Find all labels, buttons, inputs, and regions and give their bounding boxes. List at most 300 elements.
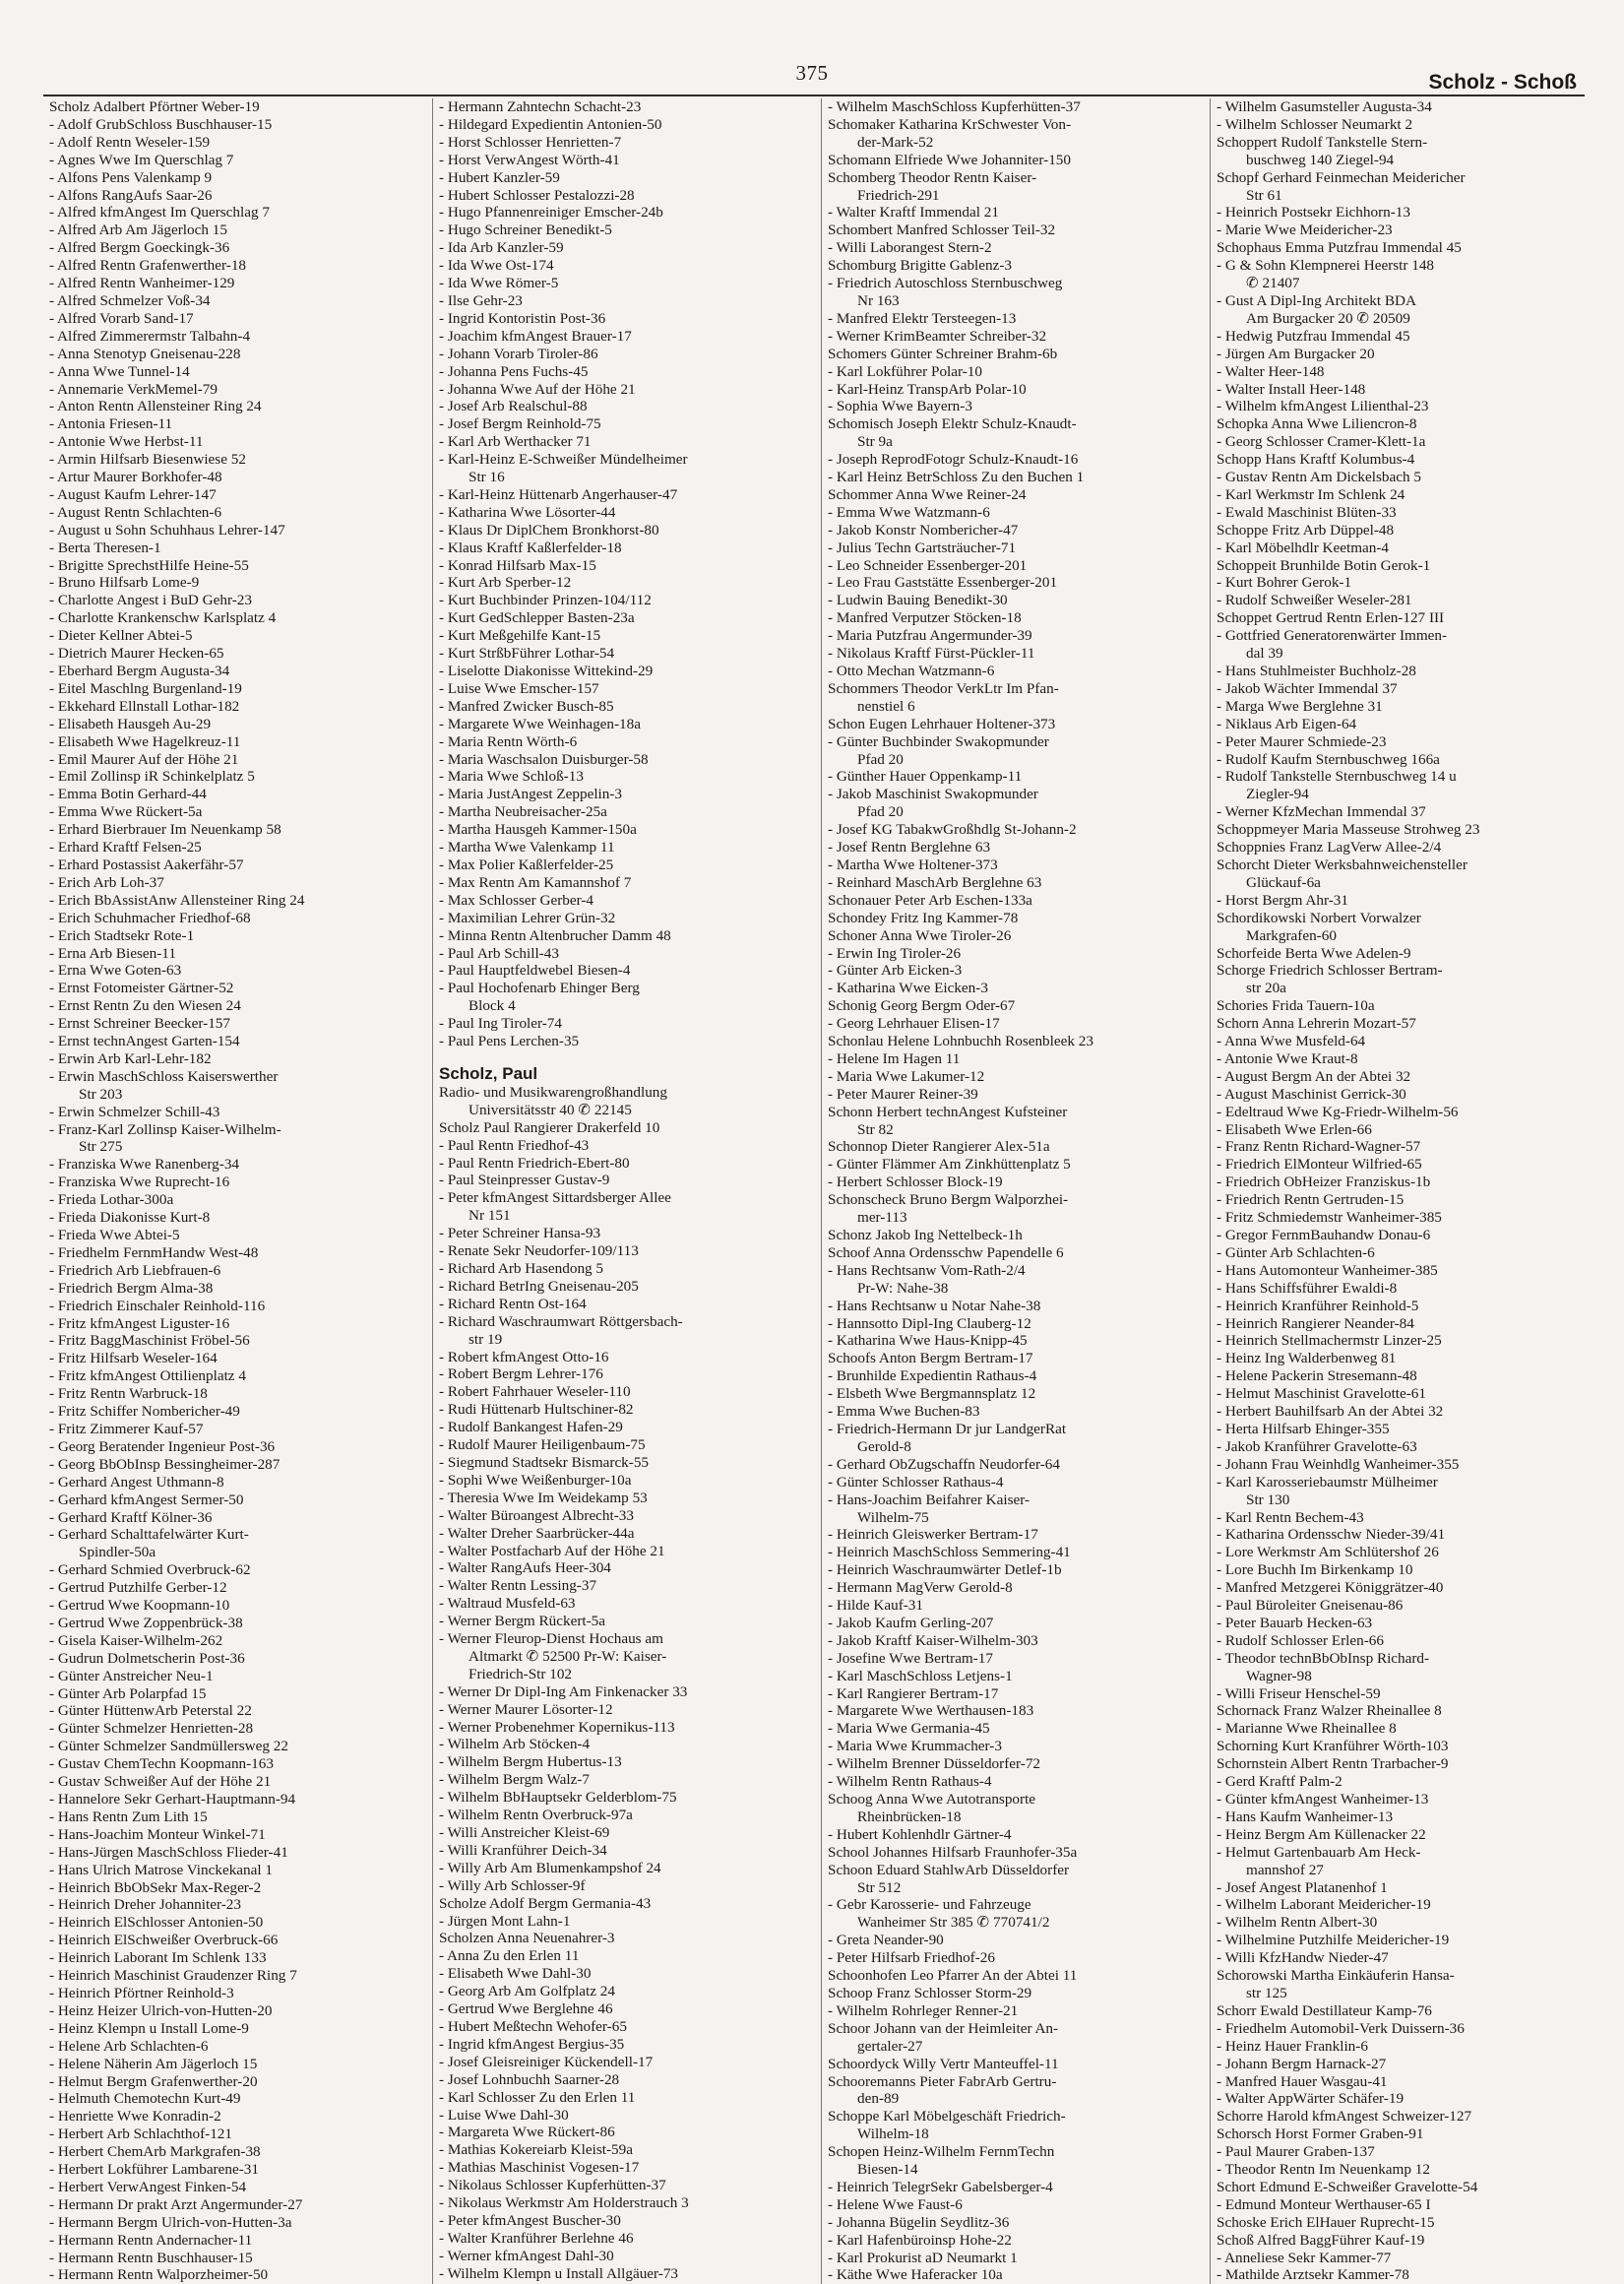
listing-entry: - Frieda Lothar-300a <box>49 1191 174 1209</box>
listing-entry: - Josef KG TabakwGroßhdlg St-Johann-2 <box>828 821 1077 839</box>
listing-entry: - Gudrun Dolmetscherin Post-36 <box>49 1649 245 1667</box>
listing-entry: - Heinrich BbObSekr Max-Reger-2 <box>49 1878 262 1896</box>
listing-entry: - Paul Büroleiter Gneisenau-86 <box>1217 1597 1404 1615</box>
listing-entry-continuation: str 19 <box>468 1330 503 1348</box>
listing-entry: - Dietrich Maurer Hecken-65 <box>49 645 224 663</box>
listing-entry: Schopka Anna Wwe Liliencron-8 <box>1217 415 1417 433</box>
column-2 <box>432 98 811 2284</box>
listing-entry: - Erich Stadtsekr Rote-1 <box>49 926 195 944</box>
listing-entry: Schoppe Fritz Arb Düppel-48 <box>1217 521 1395 539</box>
listing-entry: - Heinz Bergm Am Küllenacker 22 <box>1217 1825 1426 1843</box>
listing-entry: - Günter Arb Polarpfad 15 <box>49 1684 207 1702</box>
listing-entry: Schonlau Helene Lohnbuchh Rosenbleek 23 <box>828 1033 1093 1050</box>
listing-entry: Schoog Anna Wwe Autotransporte <box>828 1791 1036 1808</box>
listing-entry: - Walter Dreher Saarbrücker-44a <box>439 1524 635 1542</box>
listing-entry: Schondey Fritz Ing Kammer-78 <box>828 909 1019 926</box>
listing-entry: - Adolf Rentn Weseler-159 <box>49 133 211 151</box>
listing-entry: - Hannelore Sekr Gerhart-Hauptmann-94 <box>49 1791 296 1808</box>
listing-entry: - Georg Beratender Ingenieur Post-36 <box>49 1437 276 1455</box>
listing-entry: - Karl Schlosser Zu den Erlen 11 <box>439 2088 636 2106</box>
listing-entry: - Anton Rentn Allensteiner Ring 24 <box>49 398 262 415</box>
listing-entry: - Fritz Rentn Warbruck-18 <box>49 1385 208 1403</box>
listing-entry-continuation: Rheinbrücken-18 <box>857 1808 962 1825</box>
listing-entry: - Fritz Zimmerer Kauf-57 <box>49 1420 204 1437</box>
listing-entry: - Martha Hausgeh Kammer-150a <box>439 821 637 839</box>
listing-entry: - Hans-Jürgen MaschSchloss Flieder-41 <box>49 1843 288 1861</box>
listing-entry-continuation: dal 39 <box>1246 645 1283 663</box>
listing-entry: - Charlotte Krankenschw Karlsplatz 4 <box>49 609 277 627</box>
listing-entry: - Friedrich ObHeizer Franziskus-1b <box>1217 1174 1431 1191</box>
listing-entry: Scholzen Anna Neuenahrer-3 <box>439 1930 615 1947</box>
listing-entry: - Wilhelm Brenner Düsseldorfer-72 <box>828 1755 1041 1773</box>
listing-entry-continuation: Friedrich-291 <box>857 186 940 204</box>
listing-entry-continuation: Nr 163 <box>857 291 900 309</box>
listing-entry: - Antonia Friesen-11 <box>49 415 173 433</box>
listing-entry: - Hermann Rentn Walporzheimer-50 <box>49 2266 269 2284</box>
listing-entry: - Eberhard Bergm Augusta-34 <box>49 663 230 679</box>
listing-entry: - Kurt GedSchlepper Basten-23a <box>439 609 635 627</box>
listing-entry: - Karl-Heinz TranspArb Polar-10 <box>828 380 1027 398</box>
listing-entry: - Walter Postfacharb Auf der Höhe 21 <box>439 1542 665 1559</box>
listing-entry: - Friedrich Autoschloss Sternbuschweg <box>828 275 1063 292</box>
listing-entry: - Max Polier Kaßlerfelder-25 <box>439 856 614 873</box>
listing-entry: - Käthe Wwe Haferacker 10a <box>828 2266 1003 2284</box>
listing-entry: - Heinrich TelegrSekr Gabelsberger-4 <box>828 2178 1053 2195</box>
listing-entry-continuation: Str 130 <box>1246 1491 1290 1508</box>
listing-entry: - Willi Friseur Henschel-59 <box>1217 1684 1381 1702</box>
listing-entry-continuation: Block 4 <box>468 997 516 1015</box>
listing-entry: - Manfred Metzgerei Königgrätzer-40 <box>1217 1579 1444 1597</box>
listing-entry: - Paul Ing Tiroler-74 <box>439 1015 562 1033</box>
listing-entry: - Maria Putzfrau Angermunder-39 <box>828 627 1032 645</box>
listing-entry: - Theodor technBbObInsp Richard- <box>1217 1649 1430 1667</box>
page-number: 375 <box>795 61 829 85</box>
listing-entry: - Gertrud Wwe Zoppenbrück-38 <box>49 1614 243 1631</box>
listing-entry: - Wilhelm Schlosser Neumarkt 2 <box>1217 115 1413 133</box>
listing-entry: Schorcht Dieter Werksbahnweichensteller <box>1217 856 1468 873</box>
listing-entry: - Johanna Wwe Auf der Höhe 21 <box>439 380 636 398</box>
listing-entry: - Herbert Arb Schlachthof-121 <box>49 2125 232 2143</box>
listing-entry: - Paul Hauptfeldwebel Biesen-4 <box>439 962 631 980</box>
listing-entry-continuation: Str 9a <box>857 433 893 451</box>
listing-entry: Schoon Eduard StahlwArb Düsseldorfer <box>828 1861 1070 1878</box>
listing-entry: - Rudolf Maurer Heiligenbaum-75 <box>439 1436 646 1454</box>
listing-entry: Schoppnies Franz LagVerw Allee-2/4 <box>1217 839 1442 856</box>
listing-entry: - Willy Arb Am Blumenkampshof 24 <box>439 1859 661 1876</box>
listing-entry: Schoppmeyer Maria Masseuse Strohweg 23 <box>1217 821 1480 839</box>
listing-entry-continuation: Am Burgacker 20 ✆ 20509 <box>1246 309 1410 327</box>
listing-entry-continuation: Gerold-8 <box>857 1437 911 1455</box>
listing-entry: - Heinrich Kranführer Reinhold-5 <box>1217 1297 1419 1314</box>
listing-entry: - Maximilian Lehrer Grün-32 <box>439 909 616 926</box>
listing-entry: - Horst VerwAngest Wörth-41 <box>439 151 620 168</box>
listing-entry: - Erna Wwe Goten-63 <box>49 962 182 980</box>
listing-entry: - Liselotte Diakonisse Wittekind-29 <box>439 663 654 679</box>
listing-entry: Schorning Kurt Kranführer Wörth-103 <box>1217 1738 1449 1755</box>
listing-entry: - Paul Maurer Graben-137 <box>1217 2143 1375 2161</box>
listing-entry: - Georg Lehrhauer Elisen-17 <box>828 1015 1000 1033</box>
listing-entry: - Elisabeth Wwe Hagelkreuz-11 <box>49 732 241 750</box>
listing-entry: - Hilde Kauf-31 <box>828 1597 923 1615</box>
listing-entry: - Klaus Kraftf Kaßlerfelder-18 <box>439 539 622 556</box>
listing-entry: - Sophi Wwe Weißenburger-10a <box>439 1471 632 1489</box>
listing-entry: - Karl MaschSchloss Letjens-1 <box>828 1667 1013 1684</box>
listing-entry-continuation: mer-113 <box>857 1209 907 1227</box>
listing-entry: - Lore Werkmstr Am Schlütershof 26 <box>1217 1544 1439 1561</box>
listing-entry: - Wilhelm Rentn Rathaus-4 <box>828 1773 992 1791</box>
listing-entry: - Annemarie VerkMemel-79 <box>49 380 218 398</box>
listing-heading: Scholz, Paul <box>439 1063 538 1083</box>
listing-entry: - Anna Stenotyp Gneisenau-228 <box>49 345 241 362</box>
listing-entry: - Erhard Postassist Aakerfähr-57 <box>49 856 244 873</box>
listing-entry: Radio- und Musikwarengroßhandlung <box>439 1083 667 1101</box>
listing-entry: Schorsch Horst Former Graben-91 <box>1217 2125 1424 2143</box>
listing-entry: - Hubert Schlosser Pestalozzi-28 <box>439 186 635 204</box>
listing-entry: - Gust A Dipl-Ing Architekt BDA <box>1217 291 1416 309</box>
listing-entry: - Horst Bergm Ahr-31 <box>1217 891 1348 909</box>
listing-entry: - Josef Arb Realschul-88 <box>439 398 588 415</box>
listing-entry: - Gregor FernmBauhandw Donau-6 <box>1217 1227 1431 1243</box>
listing-entry: - Hannsotto Dipl-Ing Clauberg-12 <box>828 1314 1031 1332</box>
listing-entry: - Walter Heer-148 <box>1217 362 1325 380</box>
listing-entry: - Willi Kranführer Deich-34 <box>439 1841 607 1859</box>
listing-entry: Schopp Hans Kraftf Kolumbus-4 <box>1217 451 1415 469</box>
listing-entry: - Elisabeth Hausgeh Au-29 <box>49 715 212 732</box>
listing-entry: - Hans Ulrich Matrose Vinckekanal 1 <box>49 1861 273 1878</box>
listing-entry: - Wilhelm Arb Stöcken-4 <box>439 1736 591 1753</box>
listing-entry: - Helene Packerin Stresemann-48 <box>1217 1367 1417 1385</box>
listing-entry: - Hermann Zahntechn Schacht-23 <box>439 98 642 115</box>
listing-entry: Schoppe Karl Möbelgeschäft Friedrich- <box>828 2108 1066 2125</box>
listing-entry: - Rudolf Tankstelle Sternbuschweg 14 u <box>1217 768 1457 786</box>
listing-entry: - Mathias Kokereiarb Kleist-59a <box>439 2141 633 2159</box>
listing-entry: - Paul Pens Lerchen-35 <box>439 1033 580 1050</box>
listing-entry: - Jakob Kraftf Kaiser-Wilhelm-303 <box>828 1631 1038 1649</box>
listing-entry-continuation: Spindler-50a <box>79 1544 156 1561</box>
listing-entry: - Helmut Bergm Grafenwerther-20 <box>49 2072 258 2090</box>
listing-entry: - Alfred kfmAngest Im Querschlag 7 <box>49 204 270 222</box>
listing-entry: - Paul Steinpresser Gustav-9 <box>439 1172 610 1189</box>
listing-entry: - Heinz Klempn u Install Lome-9 <box>49 2019 249 2037</box>
listing-entry: - Karl Möbelhdlr Keetman-4 <box>1217 539 1390 556</box>
listing-entry: Schophaus Emma Putzfrau Immendal 45 <box>1217 239 1462 257</box>
listing-entry: - Robert Fahrhauer Weseler-110 <box>439 1383 631 1401</box>
listing-entry: Schoor Johann van der Heimleiter An- <box>828 2019 1059 2037</box>
listing-entry-continuation: nenstiel 6 <box>857 697 915 715</box>
listing-entry: - Wilhelm Rentn Overbruck-97a <box>439 1807 633 1824</box>
listing-entry: Schoppet Gertrud Rentn Erlen-127 III <box>1217 609 1445 627</box>
listing-entry: - Edmund Monteur Werthauser-65 I <box>1217 2195 1431 2213</box>
listing-entry: - Jakob Maschinist Swakopmunder <box>828 786 1038 803</box>
listing-entry: Schonauer Peter Arb Eschen-133a <box>828 891 1032 909</box>
listing-entry: - Wilhelm Klempn u Install Allgäuer-73 <box>439 2264 679 2282</box>
listing-entry: - Rudolf Schlosser Erlen-66 <box>1217 1631 1384 1649</box>
listing-entry: - Peter Hilfsarb Friedhof-26 <box>828 1949 995 1967</box>
listing-entry: Schoß Alfred BaggFührer Kauf-19 <box>1217 2231 1425 2249</box>
listing-entry: - Wilhelm Rentn Albert-30 <box>1217 1914 1378 1932</box>
listing-entry: - Emil Zollinsp iR Schinkelplatz 5 <box>49 768 255 786</box>
listing-entry: - Alfred Vorarb Sand-17 <box>49 309 194 327</box>
listing-entry-continuation: Wanheimer Str 385 ✆ 770741/2 <box>857 1914 1050 1932</box>
listing-entry: - Karl Karosseriebaumstr Mülheimer <box>1217 1473 1438 1491</box>
running-head: Scholz - Schoß <box>1428 71 1577 94</box>
listing-entry: - Bruno Hilfsarb Lome-9 <box>49 574 200 592</box>
listing-entry: - Karl Arb Werthacker 71 <box>439 433 592 451</box>
listing-entry: - Robert kfmAngest Otto-16 <box>439 1348 609 1365</box>
listing-entry: - Ida Wwe Ost-174 <box>439 257 554 275</box>
listing-entry: - Hans Stuhlmeister Buchholz-28 <box>1217 663 1416 679</box>
listing-entry: - Gerhard kfmAngest Sermer-50 <box>49 1491 244 1508</box>
listing-entry: - Luise Wwe Dahl-30 <box>439 2106 569 2124</box>
listing-entry: - G & Sohn Klempnerei Heerstr 148 <box>1217 257 1435 275</box>
listing-entry: - Willi Anstreicher Kleist-69 <box>439 1824 610 1841</box>
listing-entry: - Berta Theresen-1 <box>49 539 161 556</box>
listing-entry: - Hans Kaufm Wanheimer-13 <box>1217 1808 1394 1825</box>
listing-entry: - Hubert Kohlenhdlr Gärtner-4 <box>828 1825 1012 1843</box>
listing-entry: - Heinrich Postsekr Eichhorn-13 <box>1217 204 1410 222</box>
listing-entry-continuation: Pfad 20 <box>857 803 904 821</box>
listing-entry: Schorn Anna Lehrerin Mozart-57 <box>1217 1015 1416 1033</box>
listing-entry: - Max Schlosser Gerber-4 <box>439 891 594 909</box>
listing-entry: - Josef Lohnbuchh Saarner-28 <box>439 2070 620 2088</box>
listing-entry: Schommers Theodor VerkLtr Im Pfan- <box>828 679 1059 697</box>
listing-entry: - Helene Wwe Faust-6 <box>828 2195 963 2213</box>
listing-entry: Schopf Gerhard Feinmechan Meidericher <box>1217 168 1466 186</box>
listing-entry: - Karl Hafenbüroinsp Hohe-22 <box>828 2231 1012 2249</box>
listing-entry: - Erna Arb Biesen-11 <box>49 944 176 962</box>
listing-entry: - Richard Arb Hasendong 5 <box>439 1260 604 1277</box>
column-4 <box>1210 98 1589 2284</box>
listing-entry: - Adolf GrubSchloss Buschhauser-15 <box>49 115 273 133</box>
listing-entry: - Günter Schlosser Rathaus-4 <box>828 1473 1004 1491</box>
listing-entry: - Katharina Wwe Haus-Knipp-45 <box>828 1332 1028 1350</box>
listing-entry: - Werner Probenehmer Kopernikus-113 <box>439 1718 675 1736</box>
listing-entry: - Kurt Bohrer Gerok-1 <box>1217 574 1352 592</box>
listing-entry: - Jakob Wächter Immendal 37 <box>1217 679 1398 697</box>
listing-entry: - Wilhelmine Putzhilfe Meidericher-19 <box>1217 1932 1450 1949</box>
listing-entry: - Werner Fleurop-Dienst Hochaus am <box>439 1630 663 1648</box>
listing-entry: - Heinrich Maschinist Graudenzer Ring 7 <box>49 1967 297 1985</box>
listing-entry: - Hans Rentn Zum Lith 15 <box>49 1808 208 1825</box>
listing-entry: - August u Sohn Schuhhaus Lehrer-147 <box>49 521 285 539</box>
listing-entry: - Walter Install Heer-148 <box>1217 380 1366 398</box>
listing-entry: - Kurt StrßbFührer Lothar-54 <box>439 645 615 663</box>
listing-entry: - Peter Schreiner Hansa-93 <box>439 1225 601 1242</box>
listing-entry: - Wilhelm Gasumsteller Augusta-34 <box>1217 98 1432 115</box>
listing-entry: - Erwin Ing Tiroler-26 <box>828 944 962 962</box>
listing-entry-continuation: Pr-W: Nahe-38 <box>857 1279 949 1297</box>
listing-entry-continuation: str 20a <box>1246 980 1286 997</box>
listing-entry: - Peter Maurer Reiner-39 <box>828 1085 978 1103</box>
listing-entry: - Frieda Wwe Abtei-5 <box>49 1227 180 1243</box>
listing-entry: Schonz Jakob Ing Nettelbeck-1h <box>828 1227 1023 1243</box>
listing-entry: - Heinz Heizer Ulrich-von-Hutten-20 <box>49 2001 273 2019</box>
listing-entry: - Günther Hauer Oppenkamp-11 <box>828 768 1023 786</box>
listing-entry: - Hans Rechtsanw u Notar Nahe-38 <box>828 1297 1041 1314</box>
listing-entry: Schomburg Brigitte Gablenz-3 <box>828 257 1012 275</box>
listing-entry-continuation: Glückauf-6a <box>1246 873 1321 891</box>
listing-entry: - Ida Wwe Römer-5 <box>439 275 559 292</box>
listing-entry: - Jakob Kranführer Gravelotte-63 <box>1217 1437 1417 1455</box>
listing-entry: - Martha Wwe Valenkamp 11 <box>439 839 615 856</box>
listing-entry: - Nikolaus Werkmstr Am Holderstrauch 3 <box>439 2194 689 2212</box>
listing-entry: - Antonie Wwe Herbst-11 <box>49 433 204 451</box>
listing-entry: - Joseph ReprodFotogr Schulz-Knaudt-16 <box>828 451 1079 469</box>
listing-entry: - Georg Schlosser Cramer-Klett-1a <box>1217 433 1426 451</box>
listing-entry: - Herbert Bauhilfsarb An der Abtei 32 <box>1217 1403 1444 1421</box>
listing-entry: - Wilhelm Bergm Hubertus-13 <box>439 1753 622 1771</box>
listing-entry: - Kurt Arb Sperber-12 <box>439 574 572 592</box>
listing-entry: - Fritz BaggMaschinist Fröbel-56 <box>49 1332 250 1350</box>
listing-entry: - Marianne Wwe Rheinallee 8 <box>1217 1720 1397 1738</box>
listing-entry: - Gertrud Wwe Koopmann-10 <box>49 1597 230 1615</box>
listing-entry: - Fritz kfmAngest Liguster-16 <box>49 1314 230 1332</box>
listing-entry: - Renate Sekr Neudorfer-109/113 <box>439 1242 639 1260</box>
listing-entry: - Erwin Arb Karl-Lehr-182 <box>49 1049 212 1067</box>
listing-entry: Scholz Paul Rangierer Drakerfeld 10 <box>439 1118 660 1136</box>
listing-entry: - Richard BetrIng Gneisenau-205 <box>439 1277 639 1295</box>
listing-entry: Schorfeide Berta Wwe Adelen-9 <box>1217 944 1411 962</box>
listing-entry: - Gerhard Schalttafelwärter Kurt- <box>49 1526 249 1544</box>
listing-entry: - Günter Buchbinder Swakopmunder <box>828 732 1049 750</box>
listing-entry: Schonig Georg Bergm Oder-67 <box>828 997 1016 1015</box>
listing-entry: Schorr Ewald Destillateur Kamp-76 <box>1217 2001 1432 2019</box>
listing-entry: - Karl Lokführer Polar-10 <box>828 362 982 380</box>
listing-entry: - Erich BbAssistAnw Allensteiner Ring 24 <box>49 891 305 909</box>
listing-entry: - Günter HüttenwArb Peterstal 22 <box>49 1702 252 1720</box>
listing-entry: - Gerhard Angest Uthmann-8 <box>49 1473 224 1491</box>
listing-entry: - Willi Laborangest Stern-2 <box>828 239 992 257</box>
listing-entry: - Fritz Schmiedemstr Wanheimer-385 <box>1217 1209 1442 1227</box>
listing-entry: Schombert Manfred Schlosser Teil-32 <box>828 222 1056 239</box>
listing-entry: - Friedrich Rentn Gertruden-15 <box>1217 1191 1405 1209</box>
listing-entry: - Paul Rentn Friedrich-Ebert-80 <box>439 1154 630 1172</box>
listing-entry-continuation: Str 275 <box>79 1138 123 1156</box>
listing-entry: Schornack Franz Walzer Rheinallee 8 <box>1217 1702 1442 1720</box>
listing-entry: - Johann Frau Weinhdlg Wanheimer-355 <box>1217 1455 1460 1473</box>
listing-entry: - Heinrich Stellmachermstr Linzer-25 <box>1217 1332 1442 1350</box>
listing-entry: - Wilhelm MaschSchloss Kupferhütten-37 <box>828 98 1081 115</box>
listing-entry: - Hedwig Putzfrau Immendal 45 <box>1217 327 1410 345</box>
listing-entry: - Gerd Kraftf Palm-2 <box>1217 1773 1343 1791</box>
listing-entry: - Ingrid kfmAngest Bergius-35 <box>439 2035 625 2053</box>
listing-entry: - Siegmund Stadtsekr Bismarck-55 <box>439 1453 650 1471</box>
listing-entry: - Hugo Schreiner Benedikt-5 <box>439 222 612 239</box>
listing-entry: - Franz-Karl Zollinsp Kaiser-Wilhelm- <box>49 1120 281 1138</box>
listing-entry: - Peter kfmAngest Sittardsberger Allee <box>439 1189 671 1207</box>
listing-entry: - Fritz Schiffer Nombericher-49 <box>49 1403 240 1421</box>
listing-entry: - Manfred Hauer Wasgau-41 <box>1217 2072 1388 2090</box>
listing-entry: - Karl Heinz BetrSchloss Zu den Buchen 1 <box>828 469 1085 486</box>
listing-entry: - Erhard Bierbrauer Im Neuenkamp 58 <box>49 821 281 839</box>
listing-entry: - Alfons Pens Valenkamp 9 <box>49 168 213 186</box>
listing-entry: Schomers Günter Schreiner Brahm-6b <box>828 345 1058 362</box>
listing-entry: - Margareta Wwe Rückert-86 <box>439 2124 615 2141</box>
listing-entry: - Artur Maurer Borkhofer-48 <box>49 469 222 486</box>
listing-entry: - Julius Techn Gartsträucher-71 <box>828 539 1017 556</box>
listing-entry: - Waltraud Musfeld-63 <box>439 1595 576 1613</box>
listing-entry: - Karl-Heinz Hüttenarb Angerhauser-47 <box>439 485 678 503</box>
listing-entry: - Maria JustAngest Zeppelin-3 <box>439 786 623 803</box>
listing-entry: - Ewald Maschinist Blüten-33 <box>1217 503 1397 521</box>
listing-entry: - Hugo Pfannenreiniger Emscher-24b <box>439 204 663 222</box>
listing-entry: Schoppert Rudolf Tankstelle Stern- <box>1217 133 1428 151</box>
listing-entry-continuation: mannshof 27 <box>1246 1861 1324 1878</box>
column-3 <box>821 98 1200 2284</box>
listing-entry: Schoner Anna Wwe Tiroler-26 <box>828 926 1012 944</box>
listing-entry: - Heinz Ing Walderbenweg 81 <box>1217 1350 1397 1367</box>
listing-entry-continuation: Ziegler-94 <box>1246 786 1309 803</box>
listing-entry: - Gerhard Kraftf Kölner-36 <box>49 1508 213 1526</box>
listing-entry: Schoske Erich ElHauer Ruprecht-15 <box>1217 2213 1435 2231</box>
listing-entry-continuation: Universitätsstr 40 ✆ 22145 <box>468 1101 632 1118</box>
listing-entry: - Willy Arb Schlosser-9f <box>439 1876 586 1894</box>
listing-entry: - Karl Werkmstr Im Schlenk 24 <box>1217 485 1405 503</box>
listing-entry: - Hans-Joachim Monteur Winkel-71 <box>49 1825 266 1843</box>
listing-entry: Scholz Adalbert Pförtner Weber-19 <box>49 98 260 115</box>
listing-entry: - Heinrich ElSchlosser Antonien-50 <box>49 1914 264 1932</box>
listing-entry-continuation: Wilhelm-18 <box>857 2125 929 2143</box>
listing-entry: Schorowski Martha Einkäuferin Hansa- <box>1217 1967 1455 1985</box>
listing-entry: - Werner KrimBeamter Schreiber-32 <box>828 327 1047 345</box>
listing-entry: - Rudolf Bankangest Hafen-29 <box>439 1419 623 1436</box>
listing-entry: - Helene Näherin Am Jägerloch 15 <box>49 2055 258 2072</box>
listing-entry: - Hermann Bergm Ulrich-von-Hutten-3a <box>49 2213 292 2231</box>
listing-entry: - Ernst Schreiner Beecker-157 <box>49 1015 230 1033</box>
listing-entry: - Gisela Kaiser-Wilhelm-262 <box>49 1631 223 1649</box>
listing-entry-continuation: Wilhelm-75 <box>857 1508 929 1526</box>
listing-entry: - Klaus Dr DiplChem Bronkhorst-80 <box>439 521 659 539</box>
listing-entry: Schonn Herbert technAngest Kufsteiner <box>828 1103 1068 1120</box>
listing-entry: - Maria Wwe Germania-45 <box>828 1720 990 1738</box>
listing-entry-continuation: Str 203 <box>79 1085 123 1103</box>
listing-entry: - Wilhelm kfmAngest Lilienthal-23 <box>1217 398 1429 415</box>
listing-entry: - Anna Zu den Erlen 11 <box>439 1947 580 1965</box>
listing-entry: - Günter Arb Eicken-3 <box>828 962 963 980</box>
listing-entry: - Lore Buchh Im Birkenkamp 10 <box>1217 1561 1413 1579</box>
listing-entry: - Ernst Fotomeister Gärtner-52 <box>49 980 234 997</box>
listing-entry: - Ilse Gehr-23 <box>439 291 523 309</box>
listing-entry: - Margarete Wwe Werthausen-183 <box>828 1702 1034 1720</box>
listing-entry: Schomann Elfriede Wwe Johanniter-150 <box>828 151 1071 168</box>
listing-entry: - Rudolf Kaufm Sternbuschweg 166a <box>1217 750 1440 768</box>
listing-entry: Schomberg Theodor Rentn Kaiser- <box>828 168 1037 186</box>
header-rule <box>43 95 1585 96</box>
listing-entry: - Willi KfzHandw Nieder-47 <box>1217 1949 1389 1967</box>
listing-entry: Schoof Anna Ordensschw Papendelle 6 <box>828 1243 1064 1261</box>
listing-entry: - Peter kfmAngest Buscher-30 <box>439 2211 621 2229</box>
listing-entry: - Joachim kfmAngest Brauer-17 <box>439 327 632 345</box>
listing-entry: - Emma Wwe Buchen-83 <box>828 1403 980 1421</box>
listing-entry: - Erwin MaschSchloss Kaiserswerther <box>49 1067 279 1085</box>
listing-entry: - Johanna Pens Fuchs-45 <box>439 362 589 380</box>
listing-entry: Schomaker Katharina KrSchwester Von- <box>828 115 1072 133</box>
listing-entry: - Gustav Schweißer Auf der Höhe 21 <box>49 1773 272 1791</box>
listing-entry: - Karl Rentn Bechem-43 <box>1217 1508 1364 1526</box>
listing-entry: - Gustav Rentn Am Dickelsbach 5 <box>1217 469 1421 486</box>
listing-entry: Schonnop Dieter Rangierer Alex-51a <box>828 1138 1050 1156</box>
listing-entry: - Herta Hilfsarb Ehinger-355 <box>1217 1420 1390 1437</box>
listing-entry: Schort Edmund E-Schweißer Gravelotte-54 <box>1217 2178 1478 2195</box>
listing-entry: - Wilhelm Rohrleger Renner-21 <box>828 2001 1019 2019</box>
listing-entry: - Paul Arb Schill-43 <box>439 944 559 962</box>
listing-entry: - August Bergm An der Abtei 32 <box>1217 1067 1411 1085</box>
listing-entry: - Charlotte Angest i BuD Gehr-23 <box>49 592 252 609</box>
listing-entry: - Hans Automonteur Wanheimer-385 <box>1217 1261 1438 1279</box>
listing-entry: - Nikolaus Kraftf Fürst-Pückler-11 <box>828 645 1035 663</box>
listing-entry: - Werner Bergm Rückert-5a <box>439 1613 606 1630</box>
listing-entry: - Gerhard ObZugschaffn Neudorfer-64 <box>828 1455 1060 1473</box>
